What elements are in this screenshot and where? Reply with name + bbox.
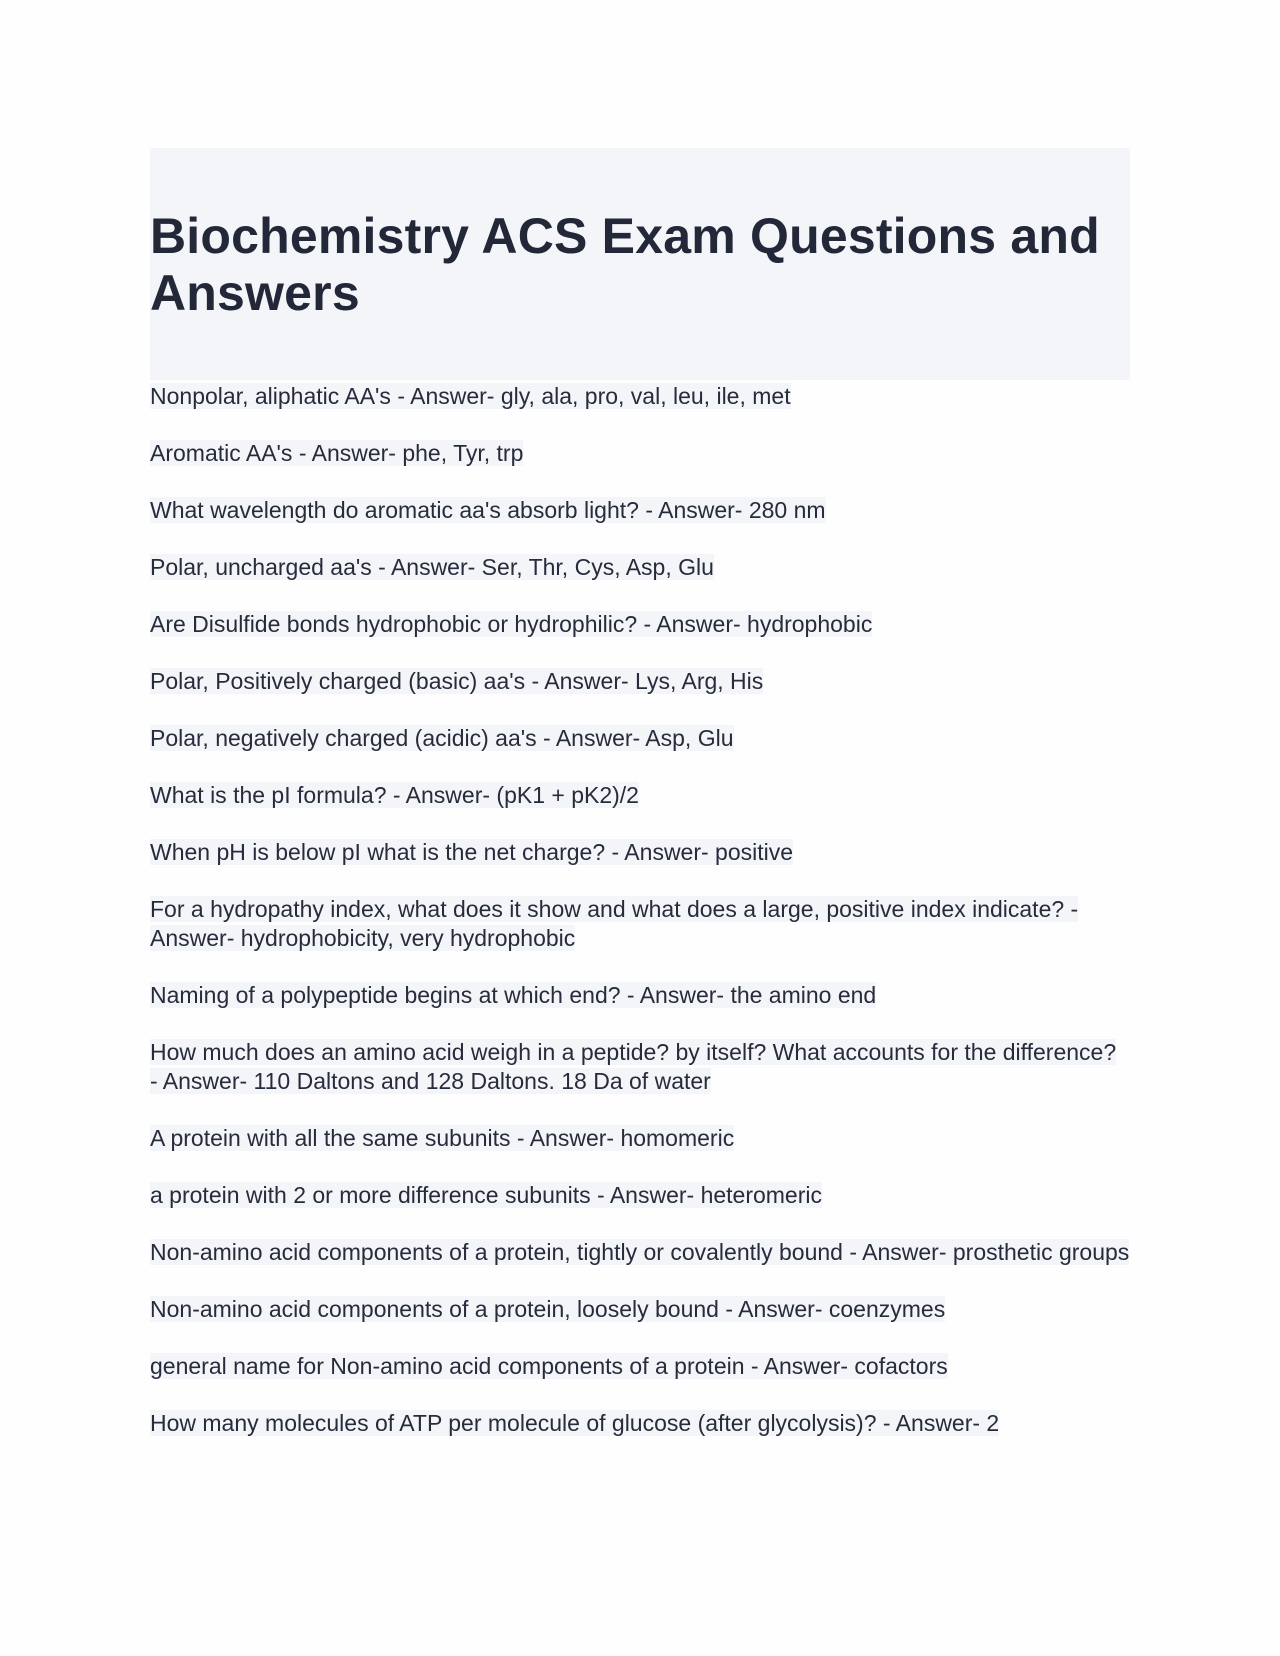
qa-text: general name for Non-amino acid components of a protein - Answer- cofactors: [150, 1353, 948, 1379]
qa-text: Non-amino acid components of a protein, tightly or covalently bound - Answer- prosthetic groups: [150, 1239, 1130, 1265]
qa-item: [150, 667, 1130, 696]
qa-text: When pH is below pI what is the net charge? - Answer- positive: [150, 839, 794, 865]
qa-item: [150, 724, 1130, 753]
qa-item: [150, 838, 1130, 867]
qa-text: For a hydropathy index, what does it show and what does a large, positive index indicate? - Answer- hydrophobicity, very hydrophobic: [150, 896, 1079, 951]
qa-item: [150, 1352, 1130, 1381]
qa-item: [150, 382, 1130, 411]
qa-item: [150, 1181, 1130, 1210]
page-title: Biochemistry ACS Exam Questions and Answers: [150, 208, 1100, 321]
qa-item: [150, 553, 1130, 582]
qa-text: What is the pI formula? - Answer- (pK1 + pK2)/2: [150, 782, 639, 808]
title-block: [150, 148, 1130, 380]
qa-text: Aromatic AA's - Answer- phe, Tyr, trp: [150, 440, 524, 466]
qa-text: How many molecules of ATP per molecule of glucose (after glycolysis)? - Answer- 2: [150, 1410, 1000, 1436]
document-page: [150, 148, 1130, 1466]
qa-item: [150, 781, 1130, 810]
qa-item: [150, 981, 1130, 1010]
qa-text: Naming of a polypeptide begins at which end? - Answer- the amino end: [150, 982, 877, 1008]
qa-text: a protein with 2 or more difference subunits - Answer- heteromeric: [150, 1182, 822, 1208]
qa-item: [150, 1124, 1130, 1153]
qa-item: [150, 1295, 1130, 1324]
qa-text: Nonpolar, aliphatic AA's - Answer- gly, ala, pro, val, leu, ile, met: [150, 383, 791, 409]
qa-text: Non-amino acid components of a protein, loosely bound - Answer- coenzymes: [150, 1296, 946, 1322]
qa-item: [150, 496, 1130, 525]
qa-item: [150, 1238, 1130, 1267]
qa-list: [150, 382, 1130, 1438]
qa-text: Polar, Positively charged (basic) aa's - Answer- Lys, Arg, His: [150, 668, 764, 694]
qa-text: How much does an amino acid weigh in a peptide? by itself? What accounts for the difference? - Answer- 110 Daltons and 128 Daltons. 18 Da of water: [150, 1039, 1117, 1094]
qa-item: [150, 439, 1130, 468]
qa-text: Polar, uncharged aa's - Answer- Ser, Thr, Cys, Asp, Glu: [150, 554, 714, 580]
qa-text: A protein with all the same subunits - Answer- homomeric: [150, 1125, 735, 1151]
qa-text: What wavelength do aromatic aa's absorb light? - Answer- 280 nm: [150, 497, 826, 523]
qa-text: Polar, negatively charged (acidic) aa's - Answer- Asp, Glu: [150, 725, 734, 751]
qa-item: [150, 610, 1130, 639]
qa-item: [150, 1038, 1130, 1096]
qa-item: [150, 1409, 1130, 1438]
qa-text: Are Disulfide bonds hydrophobic or hydrophilic? - Answer- hydrophobic: [150, 611, 873, 637]
qa-item: [150, 895, 1130, 953]
